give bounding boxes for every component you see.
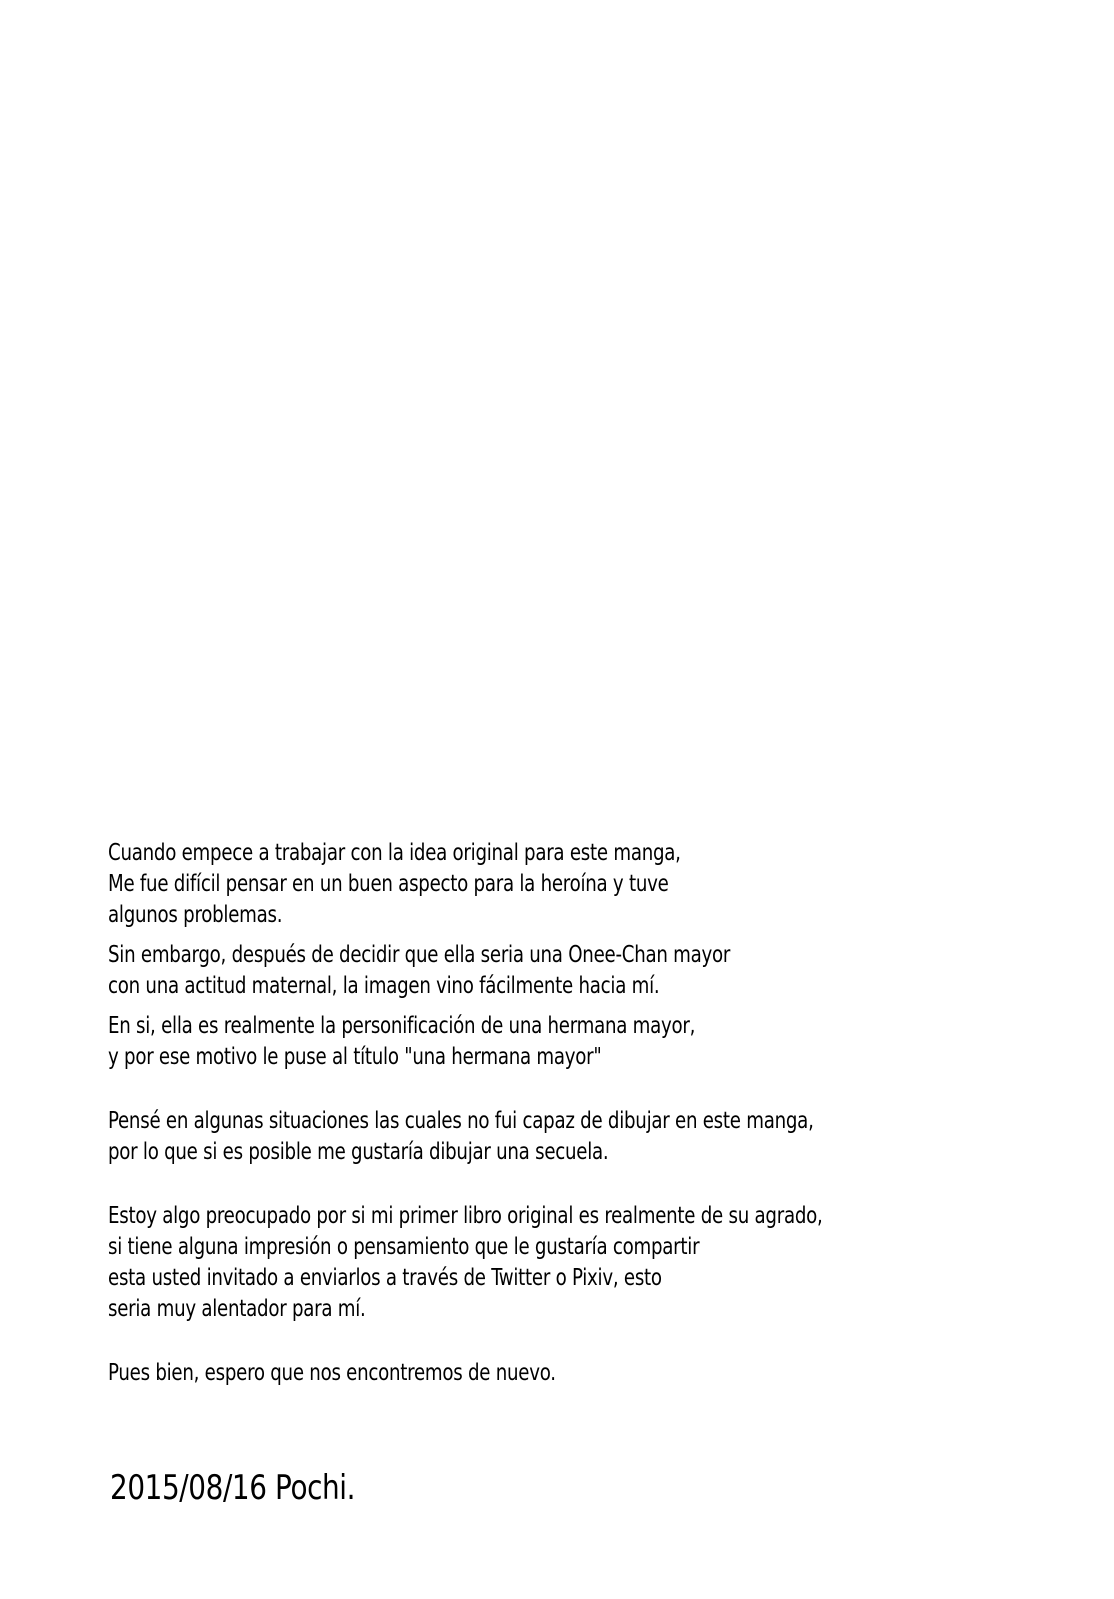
text-line: Cuando empece a trabajar con la idea original para este manga, bbox=[108, 840, 681, 866]
text-line: y por ese motivo le puse al título "una hermana mayor" bbox=[108, 1044, 602, 1070]
text-line: algunos problemas. bbox=[108, 902, 283, 928]
text-line: Me fue difícil pensar en un buen aspecto para la heroína y tuve bbox=[108, 871, 669, 897]
paragraph-4 bbox=[108, 1106, 900, 1168]
paragraph-2 bbox=[108, 940, 900, 1002]
text-line: esta usted invitado a enviarlos a través de Twitter o Pixiv, esto bbox=[108, 1265, 662, 1291]
paragraph-6 bbox=[108, 1358, 900, 1389]
paragraph-1 bbox=[108, 838, 900, 931]
text-line: En si, ella es realmente la personificación de una hermana mayor, bbox=[108, 1013, 696, 1039]
text-line: por lo que si es posible me gustaría dibujar una secuela. bbox=[108, 1139, 609, 1165]
paragraph-5 bbox=[108, 1201, 900, 1325]
text-line: Pues bien, espero que nos encontremos de nuevo. bbox=[108, 1360, 556, 1386]
afterword-text bbox=[108, 838, 1008, 1389]
signature-date: 2015/08/16 Pochi. bbox=[110, 1468, 356, 1508]
text-line: si tiene alguna impresión o pensamiento que le gustaría compartir bbox=[108, 1234, 700, 1260]
text-line: con una actitud maternal, la imagen vino fácilmente hacia mí. bbox=[108, 973, 660, 999]
paragraph-3 bbox=[108, 1011, 900, 1073]
text-line: Sin embargo, después de decidir que ella seria una Onee-Chan mayor bbox=[108, 942, 731, 968]
text-line: Pensé en algunas situaciones las cuales no fui capaz de dibujar en este manga, bbox=[108, 1108, 814, 1134]
text-line: seria muy alentador para mí. bbox=[108, 1296, 366, 1322]
text-line: Estoy algo preocupado por si mi primer libro original es realmente de su agrado, bbox=[108, 1203, 823, 1229]
